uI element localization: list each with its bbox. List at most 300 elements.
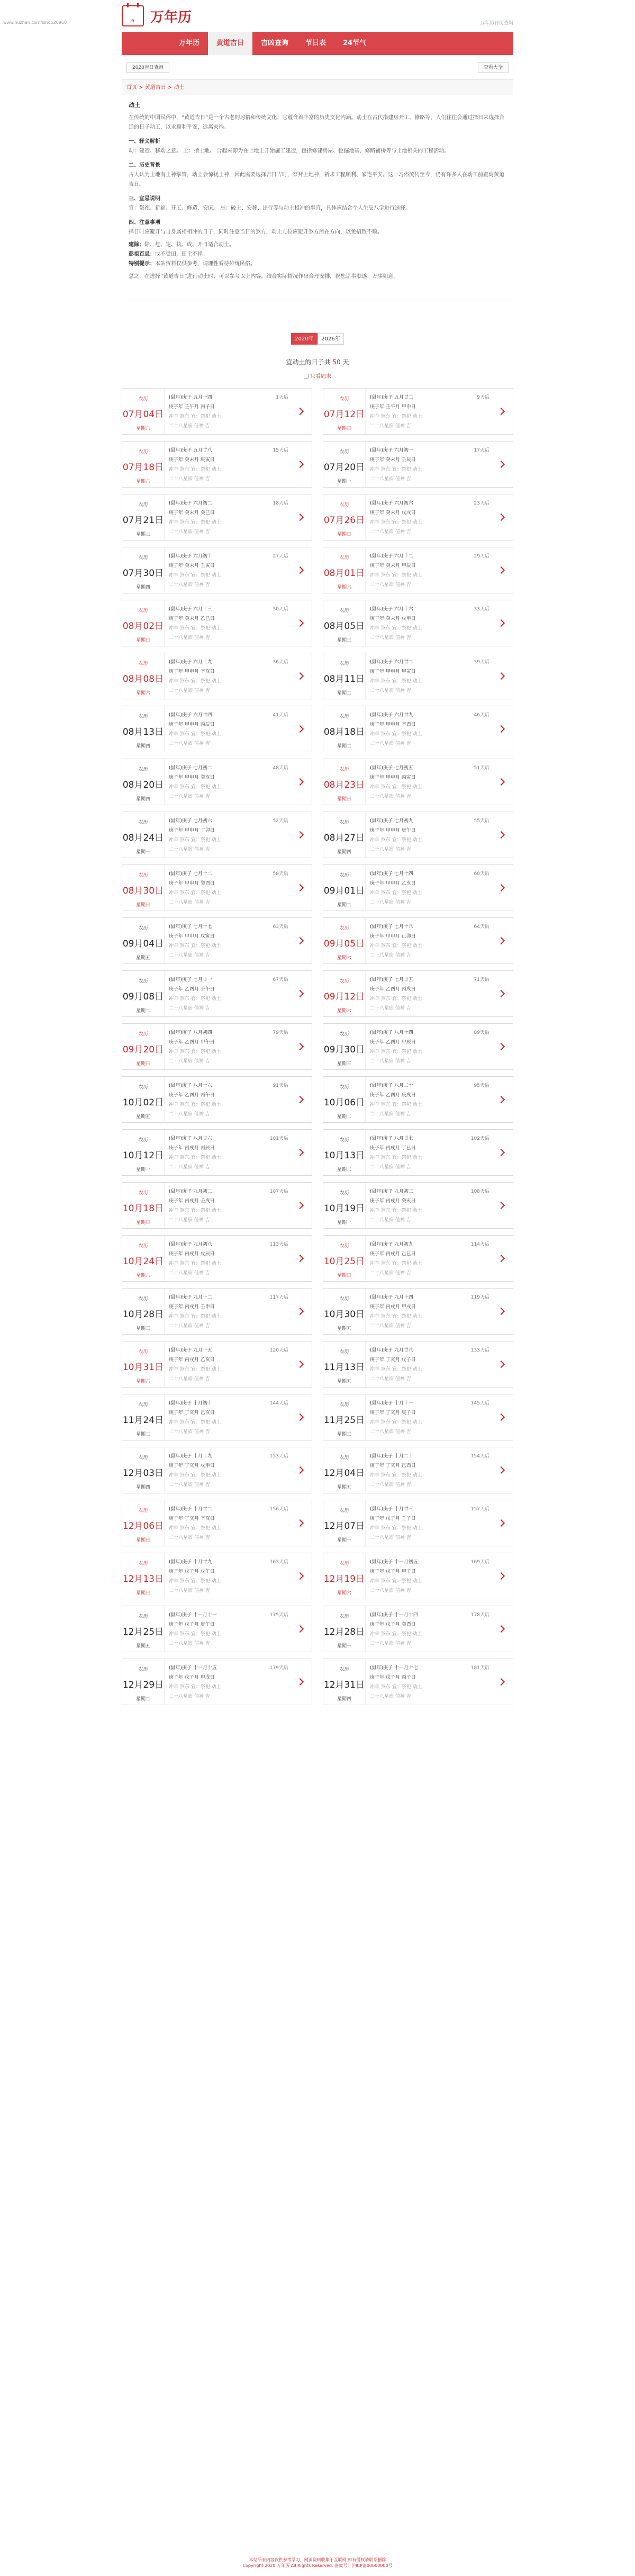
card-ganzhi: 庚子年 丙戌月 戊辰日 <box>169 1251 215 1257</box>
card-arrow[interactable] <box>489 600 513 646</box>
card-date: 09月04日 <box>122 939 164 949</box>
card-days-until: 107天后 <box>269 1189 288 1194</box>
nav-item-fortune[interactable]: 吉凶查询 <box>261 39 289 47</box>
card-date: 09月12日 <box>323 992 365 1002</box>
chevron-right-icon <box>296 831 304 839</box>
card-day-label: 农历 <box>138 1191 148 1196</box>
calendar-logo-icon[interactable]: 6 <box>122 5 144 26</box>
card-yiji: 冲羊 煞东 宜：祭祀 动土 <box>169 1155 221 1160</box>
lucky-day-card[interactable] <box>122 388 312 435</box>
card-yiji: 冲羊 煞东 宜：祭祀 动土 <box>370 1102 422 1107</box>
card-arrow[interactable] <box>489 971 513 1016</box>
card-ganzhi: 庚子年 丁亥月 辛亥日 <box>169 1516 215 1521</box>
chevron-right-icon <box>296 1361 304 1368</box>
card-date: 07月04日 <box>122 409 164 420</box>
card-date-panel <box>122 1500 165 1546</box>
card-details <box>366 1606 489 1652</box>
card-date-panel <box>122 1659 165 1705</box>
card-lunar: (鼠年)庚子 五月十四 <box>169 395 212 400</box>
card-details <box>366 1659 489 1705</box>
card-arrow[interactable] <box>489 812 513 858</box>
card-day-label: 农历 <box>339 1561 349 1566</box>
card-arrow[interactable] <box>489 1500 513 1546</box>
lucky-day-card[interactable] <box>323 1659 513 1705</box>
card-arrow[interactable] <box>288 1447 312 1493</box>
chevron-right-icon <box>497 1572 505 1580</box>
section-heading: 二、历史背景 <box>129 163 160 168</box>
card-arrow[interactable] <box>489 1553 513 1599</box>
card-days-until: 163天后 <box>269 1560 288 1565</box>
card-star: 二十八星宿 值神 吉 <box>169 1218 210 1223</box>
card-yiji: 冲羊 煞东 宜：祭祀 动土 <box>370 679 422 684</box>
card-arrow[interactable] <box>288 1341 312 1387</box>
lucky-day-card[interactable] <box>122 653 312 699</box>
card-ganzhi: 庚子年 癸未月 戊戌日 <box>370 510 416 516</box>
card-yiji: 冲羊 煞东 宜：祭祀 动土 <box>370 1685 422 1690</box>
card-lunar: (鼠年)庚子 十月初十 <box>169 1401 212 1406</box>
card-days-until: 145天后 <box>470 1401 489 1406</box>
lucky-day-card[interactable] <box>323 1394 513 1440</box>
lucky-day-card[interactable] <box>323 1288 513 1335</box>
card-ganzhi: 庚子年 乙酉月 甲午日 <box>169 1040 215 1045</box>
card-star: 二十八星宿 值神 吉 <box>169 1429 210 1435</box>
lucky-day-card[interactable] <box>122 864 312 911</box>
card-date: 08月30日 <box>122 886 164 896</box>
card-star: 二十八星宿 值神 吉 <box>370 1165 411 1170</box>
card-ganzhi: 庚子年 癸未月 甲辰日 <box>370 563 416 569</box>
card-details <box>165 1183 288 1228</box>
card-arrow[interactable] <box>489 1341 513 1387</box>
card-star: 二十八星宿 值神 吉 <box>169 953 210 958</box>
chevron-right-icon <box>296 1308 304 1315</box>
card-arrow[interactable] <box>288 1236 312 1281</box>
card-arrow[interactable] <box>288 1077 312 1122</box>
card-arrow[interactable] <box>489 389 513 434</box>
card-arrow[interactable] <box>489 1236 513 1281</box>
card-day-label: 农历 <box>138 1402 148 1408</box>
card-arrow[interactable] <box>288 971 312 1016</box>
card-date-panel <box>122 1024 165 1069</box>
card-day-label: 农历 <box>339 1614 349 1619</box>
card-ganzhi: 庚子年 戊子月 戊午日 <box>169 1569 215 1574</box>
card-arrow[interactable] <box>288 706 312 752</box>
lucky-day-card[interactable] <box>323 1447 513 1493</box>
card-details <box>165 1077 288 1122</box>
lucky-day-card[interactable] <box>323 1023 513 1070</box>
card-days-until: 144天后 <box>269 1401 288 1406</box>
card-star: 二十八星宿 值神 吉 <box>169 1641 210 1646</box>
card-details <box>366 759 489 805</box>
chevron-right-icon <box>497 1413 505 1421</box>
card-lunar: (鼠年)庚子 九月十四 <box>370 1295 413 1300</box>
lucky-day-card[interactable] <box>323 494 513 541</box>
chevron-right-icon <box>296 1255 304 1262</box>
card-arrow[interactable] <box>489 547 513 593</box>
card-arrow[interactable] <box>288 865 312 911</box>
lucky-day-card[interactable] <box>122 441 312 488</box>
card-lunar: (鼠年)庚子 九月初二 <box>169 1189 212 1194</box>
card-date: 09月30日 <box>323 1044 365 1055</box>
card-date: 08月20日 <box>122 780 164 790</box>
card-date: 08月08日 <box>122 674 164 684</box>
lucky-day-card[interactable] <box>122 1129 312 1176</box>
card-arrow[interactable] <box>288 1183 312 1228</box>
card-arrow[interactable] <box>288 494 312 540</box>
lucky-day-card[interactable] <box>122 547 312 593</box>
result-summary: 宜动土的日子共 50 天 <box>286 358 349 366</box>
lucky-day-card[interactable] <box>122 1023 312 1070</box>
chevron-right-icon <box>497 1466 505 1474</box>
card-arrow[interactable] <box>288 389 312 434</box>
card-arrow[interactable] <box>489 653 513 699</box>
card-date: 10月13日 <box>323 1150 365 1161</box>
card-arrow[interactable] <box>288 1130 312 1175</box>
lucky-day-card[interactable] <box>323 917 513 964</box>
lucky-day-card[interactable] <box>323 1182 513 1229</box>
card-weekday: 星期二 <box>135 1697 150 1702</box>
lucky-day-card[interactable] <box>323 812 513 858</box>
card-date-panel <box>323 1236 366 1281</box>
card-yiji: 冲羊 煞东 宜：祭祀 动土 <box>169 1049 221 1055</box>
card-weekday: 星期一 <box>135 1167 150 1173</box>
card-arrow[interactable] <box>489 1394 513 1440</box>
card-details <box>366 812 489 858</box>
card-date-panel <box>122 1289 165 1334</box>
card-arrow[interactable] <box>288 812 312 858</box>
card-weekday: 星期五 <box>135 1644 150 1649</box>
card-yiji: 冲羊 煞东 宜：祭祀 动土 <box>169 1314 221 1319</box>
site-title[interactable]: 万年历 <box>150 10 192 25</box>
card-arrow[interactable] <box>288 1553 312 1599</box>
chevron-right-icon <box>296 672 304 680</box>
lucky-day-card[interactable] <box>323 706 513 752</box>
chevron-right-icon <box>497 1519 505 1527</box>
lucky-day-card[interactable] <box>122 1076 312 1123</box>
card-arrow[interactable] <box>489 1183 513 1228</box>
card-arrow[interactable] <box>288 547 312 593</box>
card-arrow[interactable] <box>489 1077 513 1122</box>
card-days-until: 27天后 <box>273 554 288 559</box>
kv-row: 彭祖百忌：戊不受田，田主不祥。 <box>129 251 208 257</box>
lucky-day-card[interactable] <box>323 600 513 646</box>
card-arrow[interactable] <box>288 600 312 646</box>
card-day-label: 农历 <box>339 714 349 719</box>
card-lunar: (鼠年)庚子 十一月十五 <box>169 1665 217 1671</box>
nav-item-calendar[interactable]: 万年历 <box>179 39 200 47</box>
lucky-day-card[interactable] <box>122 706 312 752</box>
card-ganzhi: 庚子年 丙戌月 壬申日 <box>169 1304 215 1310</box>
card-arrow[interactable] <box>489 706 513 752</box>
card-details <box>165 547 288 593</box>
lucky-day-card[interactable] <box>122 1235 312 1282</box>
card-lunar: (鼠年)庚子 六月初六 <box>370 501 413 506</box>
card-arrow[interactable] <box>489 865 513 911</box>
card-lunar: (鼠年)庚子 十一月十一 <box>169 1613 217 1618</box>
lucky-day-card[interactable] <box>122 759 312 805</box>
card-arrow[interactable] <box>288 653 312 699</box>
card-arrow[interactable] <box>288 442 312 487</box>
card-star: 二十八星宿 值神 吉 <box>169 635 210 641</box>
lucky-day-card[interactable] <box>323 1341 513 1388</box>
card-date: 07月20日 <box>323 462 365 473</box>
lucky-day-card[interactable] <box>122 494 312 541</box>
card-details <box>165 1394 288 1440</box>
card-weekday: 星期六 <box>337 1591 351 1596</box>
chevron-right-icon <box>497 1625 505 1633</box>
chevron-right-icon <box>296 1043 304 1050</box>
card-weekday: 星期五 <box>337 1379 351 1384</box>
card-details <box>165 759 288 805</box>
card-details <box>366 1130 489 1175</box>
card-weekday: 星期五 <box>337 1485 351 1490</box>
card-yiji: 冲羊 煞东 宜：祭祀 动土 <box>169 1367 221 1372</box>
lucky-day-card[interactable] <box>323 547 513 593</box>
lucky-day-card[interactable] <box>323 1235 513 1282</box>
card-arrow[interactable] <box>288 1500 312 1546</box>
card-days-until: 23天后 <box>474 501 489 506</box>
lucky-day-card[interactable] <box>122 1447 312 1493</box>
card-arrow[interactable] <box>288 1606 312 1652</box>
card-day-label: 农历 <box>339 608 349 614</box>
chevron-right-icon <box>497 672 505 680</box>
card-lunar: (鼠年)庚子 六月十六 <box>370 607 413 612</box>
card-day-label: 农历 <box>138 1296 148 1302</box>
lucky-day-card[interactable] <box>323 864 513 911</box>
card-date: 11月24日 <box>122 1415 164 1426</box>
card-date: 12月28日 <box>323 1627 365 1637</box>
card-days-until: 120天后 <box>269 1348 288 1353</box>
card-yiji: 冲羊 煞东 宜：祭祀 动土 <box>370 1049 422 1055</box>
chevron-right-icon <box>296 884 304 891</box>
lucky-day-card[interactable] <box>323 1606 513 1652</box>
card-yiji: 冲羊 煞东 宜：祭祀 动土 <box>169 890 221 896</box>
lucky-day-card[interactable] <box>122 812 312 858</box>
card-yiji: 冲羊 煞东 宜：祭祀 动土 <box>169 414 221 419</box>
card-details <box>165 971 288 1016</box>
card-arrow[interactable] <box>288 1394 312 1440</box>
chevron-right-icon <box>497 408 505 415</box>
card-weekday: 星期六 <box>135 1379 150 1384</box>
card-details <box>366 494 489 540</box>
card-ganzhi: 庚子年 丙戌月 丁巳日 <box>370 1146 416 1151</box>
year-tabs <box>122 333 513 345</box>
card-arrow[interactable] <box>288 1289 312 1334</box>
card-date: 10月06日 <box>323 1097 365 1108</box>
card-ganzhi: 庚子年 癸未月 壬辰日 <box>370 457 416 463</box>
card-date: 12月25日 <box>122 1627 164 1637</box>
card-ganzhi: 庚子年 丙戌月 壬戌日 <box>169 1199 215 1204</box>
card-weekday: 星期五 <box>337 1326 351 1331</box>
card-ganzhi: 庚子年 甲申月 丁卯日 <box>169 828 215 833</box>
card-star: 二十八星宿 值神 吉 <box>370 1323 411 1329</box>
card-day-label: 农历 <box>138 1614 148 1619</box>
lucky-day-card[interactable] <box>122 1606 312 1652</box>
card-details <box>366 1236 489 1281</box>
card-arrow[interactable] <box>288 759 312 805</box>
kv-row: 建除：除、危、定、执、成、开日适合动土。 <box>129 242 234 248</box>
card-ganzhi: 庚子年 壬午月 丙子日 <box>169 404 215 410</box>
card-star: 二十八星宿 值神 吉 <box>370 1535 411 1541</box>
lucky-day-card[interactable] <box>122 970 312 1017</box>
card-arrow[interactable] <box>489 1659 513 1705</box>
lucky-day-card[interactable] <box>323 759 513 805</box>
card-ganzhi: 庚子年 癸未月 戊申日 <box>370 616 416 622</box>
card-day-label: 农历 <box>339 1402 349 1408</box>
card-ganzhi: 庚子年 乙酉月 丙午日 <box>169 1093 215 1098</box>
chevron-right-icon <box>497 884 505 891</box>
card-star: 二十八星宿 值神 吉 <box>370 1588 411 1593</box>
card-star: 二十八星宿 值神 吉 <box>370 1059 411 1064</box>
lucky-day-card[interactable] <box>323 1500 513 1546</box>
card-arrow[interactable] <box>489 1606 513 1652</box>
card-date-panel <box>122 494 165 540</box>
card-ganzhi: 庚子年 戊子月 丙子日 <box>370 1675 416 1680</box>
lucky-day-card[interactable] <box>122 1659 312 1705</box>
card-arrow[interactable] <box>489 1447 513 1493</box>
lucky-day-card[interactable] <box>323 970 513 1017</box>
weekend-only-checkbox[interactable]: 只看周末 <box>122 372 513 380</box>
card-days-until: 9天后 <box>477 395 489 400</box>
card-weekday: 星期三 <box>337 1432 351 1437</box>
card-yiji: 冲羊 煞东 宜：祭祀 动土 <box>370 732 422 737</box>
card-arrow[interactable] <box>288 918 312 963</box>
card-date: 07月26日 <box>323 515 365 526</box>
card-yiji: 冲羊 煞东 宜：祭祀 动土 <box>169 1579 221 1584</box>
card-date: 08月05日 <box>323 621 365 632</box>
card-weekday: 星期日 <box>135 1061 150 1067</box>
card-weekday: 星期四 <box>135 1485 150 1490</box>
article-closing: 总之，在选择“黄道吉日”进行动土时，可以参考以上内容，结合实际情况作出合理安排，祝您诸事顺遂、万事如意。 <box>129 274 399 280</box>
lucky-day-card[interactable] <box>323 441 513 488</box>
card-details <box>165 1341 288 1387</box>
breadcrumb[interactable]: 首页 > 黄道吉日 > 动土 <box>122 79 513 95</box>
card-day-label: 农历 <box>138 449 148 455</box>
lucky-day-card[interactable] <box>122 1500 312 1546</box>
lucky-day-card[interactable] <box>323 1076 513 1123</box>
card-arrow[interactable] <box>288 1659 312 1705</box>
card-lunar: (鼠年)庚子 七月初二 <box>169 765 212 771</box>
card-day-label: 农历 <box>339 502 349 508</box>
card-day-label: 农历 <box>339 661 349 666</box>
tab-year-2020[interactable]: 2020年 <box>291 333 318 345</box>
card-day-label: 农历 <box>138 1085 148 1090</box>
lucky-day-card[interactable] <box>323 653 513 699</box>
card-yiji: 冲羊 煞东 宜：祭祀 动土 <box>169 467 221 472</box>
card-details <box>165 1024 288 1069</box>
lucky-day-card[interactable] <box>122 600 312 646</box>
chevron-right-icon <box>296 1202 304 1209</box>
nav-item-solar-terms[interactable]: 24节气 <box>343 39 367 47</box>
card-ganzhi: 庚子年 丙戌月 乙亥日 <box>169 1357 215 1363</box>
card-star: 二十八星宿 值神 吉 <box>169 900 210 905</box>
lucky-day-card[interactable] <box>122 1394 312 1440</box>
card-ganzhi: 庚子年 甲申月 庚午日 <box>370 828 416 833</box>
card-star: 二十八星宿 值神 吉 <box>169 529 210 535</box>
lucky-day-card[interactable] <box>323 1129 513 1176</box>
card-arrow[interactable] <box>489 759 513 805</box>
card-ganzhi: 庚子年 甲申月 丙寅日 <box>370 775 416 780</box>
lucky-day-card[interactable] <box>122 1288 312 1335</box>
card-date-panel <box>323 1289 366 1334</box>
section-text: 宜：祭祀、祈福、开工、修造、安床。 忌：破土、安葬、出行等与动土相冲的事宜，具体应结合个人生辰八字进行选择。 <box>129 205 411 211</box>
card-date-panel <box>122 600 165 646</box>
card-ganzhi: 庚子年 戊子月 壬子日 <box>370 1516 416 1521</box>
card-day-label: 农历 <box>138 1667 148 1672</box>
card-lunar: (鼠年)庚子 十一月十四 <box>370 1613 418 1618</box>
card-arrow[interactable] <box>489 442 513 487</box>
card-details <box>366 1553 489 1599</box>
card-days-until: 119天后 <box>470 1295 489 1300</box>
card-yiji: 冲羊 煞东 宜：祭祀 动土 <box>169 1208 221 1213</box>
card-weekday: 星期四 <box>337 1697 351 1702</box>
nav-item-lucky-days[interactable]: 黄道吉日 <box>208 32 252 55</box>
card-date-panel <box>122 1183 165 1228</box>
lucky-day-card[interactable] <box>323 388 513 435</box>
card-date-panel <box>323 389 366 434</box>
card-date: 07月21日 <box>122 515 164 526</box>
card-details <box>366 653 489 699</box>
card-details <box>165 494 288 540</box>
card-ganzhi: 庚子年 甲申月 戊寅日 <box>169 934 215 939</box>
card-yiji: 冲羊 煞东 宜：祭祀 动土 <box>370 1579 422 1584</box>
card-date: 07月12日 <box>323 409 365 420</box>
lucky-day-card[interactable] <box>122 1553 312 1599</box>
card-arrow[interactable] <box>489 918 513 963</box>
card-yiji: 冲羊 煞东 宜：祭祀 动土 <box>370 626 422 631</box>
lucky-day-query-button[interactable]: 2020吉日查询 <box>126 62 169 73</box>
card-date: 08月01日 <box>323 568 365 579</box>
lucky-day-card[interactable] <box>122 1182 312 1229</box>
tab-year-2026[interactable]: 2026年 <box>318 333 344 345</box>
card-date-panel <box>122 389 165 434</box>
card-day-label: 农历 <box>138 767 148 772</box>
card-date: 11月25日 <box>323 1415 365 1426</box>
card-date: 10月18日 <box>122 1203 164 1214</box>
card-date-panel <box>122 653 165 699</box>
card-lunar: (鼠年)庚子 八月十六 <box>169 1083 212 1088</box>
card-date: 08月27日 <box>323 833 365 843</box>
card-arrow[interactable] <box>288 1024 312 1069</box>
card-arrow[interactable] <box>489 1130 513 1175</box>
checkbox-icon[interactable] <box>304 374 309 379</box>
card-lunar: (鼠年)庚子 七月初九 <box>370 818 413 824</box>
card-day-label: 农历 <box>138 1349 148 1355</box>
card-arrow[interactable] <box>489 1289 513 1334</box>
section-text: 动：建造、移动之意。 土：指土地。 合起来即为在土地上开始施工建造，包括修建房屋、挖掘地基、修路铺桥等与土地相关的工程活动。 <box>129 148 450 154</box>
card-lunar: (鼠年)庚子 九月初九 <box>370 1242 413 1247</box>
card-details <box>165 865 288 911</box>
lucky-day-card[interactable] <box>323 1553 513 1599</box>
card-star: 二十八星宿 值神 吉 <box>169 582 210 588</box>
card-ganzhi: 庚子年 甲申月 辛亥日 <box>169 669 215 674</box>
card-details <box>366 1077 489 1122</box>
card-arrow[interactable] <box>489 494 513 540</box>
card-star: 二十八星宿 值神 吉 <box>169 741 210 746</box>
card-details <box>366 1447 489 1493</box>
lucky-day-card[interactable] <box>122 917 312 964</box>
article-intro: 在传统的中国民俗中，“黄道吉日”是一个古老的习俗和传统文化，它蕴含着丰富的历史文化内涵。动土在古代指建房开工、修路等，人们往往会通过择日来选择合适的日子动工，以求顺利平安，远离灾祸。 <box>129 115 505 130</box>
card-date-panel <box>323 759 366 805</box>
nav-item-holidays[interactable]: 节日表 <box>305 39 326 47</box>
view-all-button[interactable]: 查看大全 <box>478 62 509 73</box>
card-star: 二十八星宿 值神 吉 <box>169 794 210 799</box>
card-arrow[interactable] <box>489 1024 513 1069</box>
lucky-day-card[interactable] <box>122 1341 312 1388</box>
card-star: 二十八星宿 值神 吉 <box>370 900 411 905</box>
card-star: 二十八星宿 值神 吉 <box>370 741 411 746</box>
card-star: 二十八星宿 值神 吉 <box>370 635 411 641</box>
card-days-until: 113天后 <box>269 1242 288 1247</box>
